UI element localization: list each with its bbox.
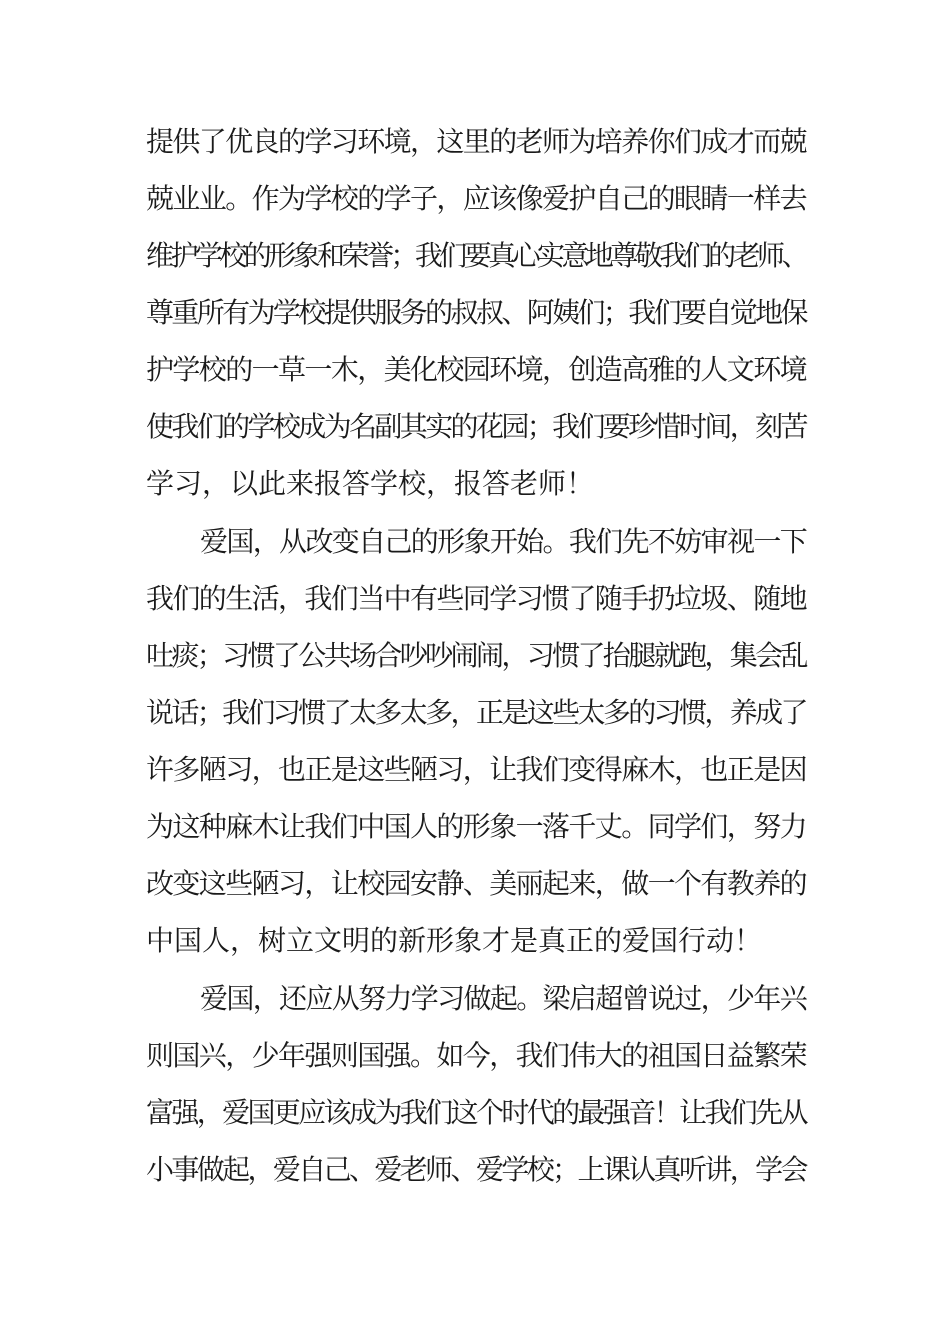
paragraph-2-line-5: 许多陋习，也正是这些陋习，让我们变得麻木，也正是因 <box>146 753 807 786</box>
paragraph-2-line-2: 我们的生活，我们当中有些同学习惯了随手扔垃圾、随地 <box>146 582 807 615</box>
paragraph-1-line-6: 使我们的学校成为名副其实的花园；我们要珍惜时间，刻苦 <box>146 410 806 443</box>
paragraph-1-line-2: 兢业业。作为学校的学子，应该像爱护自己的眼睛一样去 <box>146 182 807 215</box>
paragraph-3-line-1: 爱国，还应从努力学习做起。梁启超曾说过，少年兴 <box>200 982 807 1015</box>
paragraph-2-line-8: 中国人，树立文明的新形象才是真正的爱国行动！ <box>146 924 763 957</box>
paragraph-1-line-3: 维护学校的形象和荣誉；我们要真心实意地尊敬我们的老师、 <box>146 239 806 272</box>
paragraph-2-line-4: 说话；我们习惯了太多太多，正是这些太多的习惯，养成了 <box>146 696 806 729</box>
paragraph-1-line-4: 尊重所有为学校提供服务的叔叔、阿姨们；我们要自觉地保 <box>146 296 806 329</box>
paragraph-3-line-4: 小事做起，爱自己、爱老师、爱学校；上课认真听讲，学会 <box>146 1153 806 1186</box>
paragraph-1-line-7: 学习，以此来报答学校，报答老师！ <box>146 467 595 500</box>
paragraph-1-line-5: 护学校的一草一木，美化校园环境，创造高雅的人文环境 <box>146 353 807 386</box>
paragraph-1-line-1: 提供了优良的学习环境，这里的老师为培养你们成才而兢 <box>146 125 807 158</box>
paragraph-3-line-3: 富强，爱国更应该成为我们这个时代的最强音！让我们先从 <box>146 1096 806 1129</box>
paragraph-2-line-1: 爱国，从改变自己的形象开始。我们先不妨审视一下 <box>200 525 807 558</box>
paragraph-2-line-6: 为这种麻木让我们中国人的形象一落千丈。同学们，努力 <box>146 810 807 843</box>
paragraph-3-line-2: 则国兴，少年强则国强。如今，我们伟大的祖国日益繁荣 <box>146 1039 807 1072</box>
paragraph-2-line-7: 改变这些陋习，让校园安静、美丽起来，做一个有教养的 <box>146 867 807 900</box>
paragraph-2-line-3: 吐痰；习惯了公共场合吵吵闹闹，习惯了抬腿就跑，集会乱 <box>146 639 806 672</box>
